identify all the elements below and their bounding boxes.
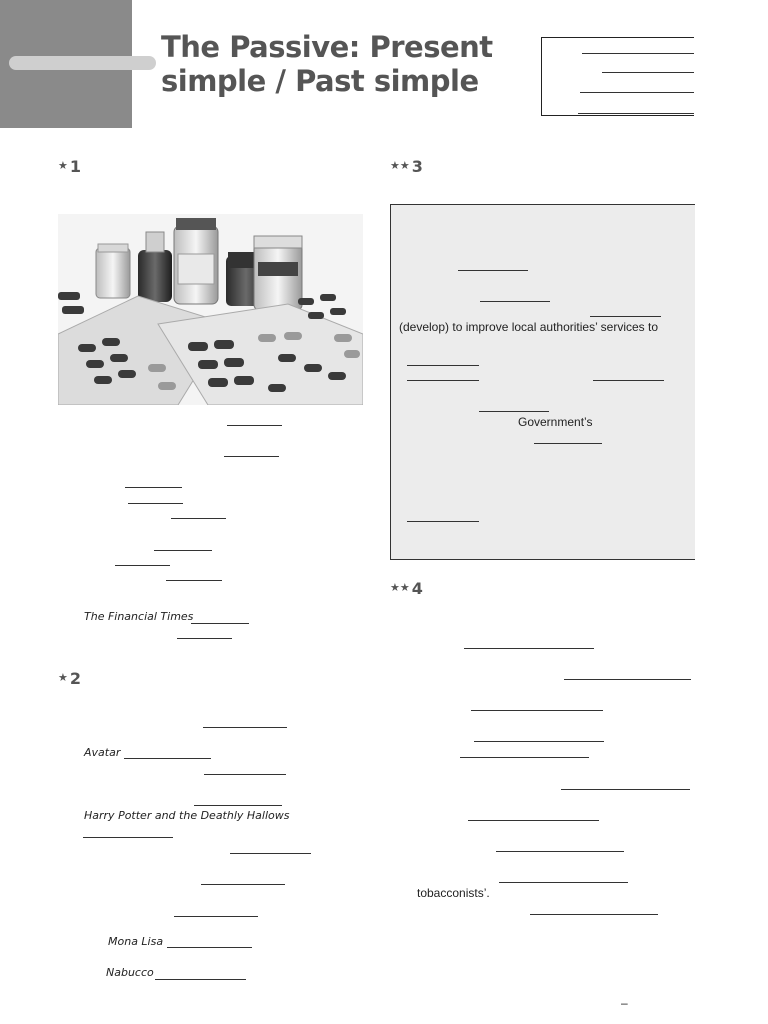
answer-blank[interactable] bbox=[230, 853, 311, 854]
text-nabucco: Nabucco bbox=[106, 966, 154, 979]
footer-mark: – bbox=[621, 996, 628, 1010]
exercise-number: 4 bbox=[411, 579, 423, 598]
exercise-number: 2 bbox=[69, 669, 82, 688]
difficulty-stars: ★★ bbox=[390, 159, 410, 172]
answer-blank[interactable] bbox=[203, 727, 287, 728]
exercise-2-number bbox=[58, 669, 81, 688]
answer-blank[interactable] bbox=[177, 638, 232, 639]
answer-blank[interactable] bbox=[204, 774, 286, 775]
text-financial-times: The Financial Times bbox=[84, 610, 194, 623]
answer-blank[interactable] bbox=[464, 648, 594, 649]
page-title bbox=[161, 30, 493, 98]
difficulty-stars: ★★ bbox=[390, 581, 410, 594]
header-tab-bar bbox=[9, 56, 156, 70]
answer-blank[interactable] bbox=[590, 316, 661, 317]
answer-blank[interactable] bbox=[227, 425, 282, 426]
difficulty-stars: ★ bbox=[58, 671, 68, 684]
answer-blank[interactable] bbox=[194, 805, 282, 806]
answer-blank[interactable] bbox=[174, 916, 258, 917]
answer-blank[interactable] bbox=[154, 550, 212, 551]
answer-blank[interactable] bbox=[224, 456, 279, 457]
answer-blank[interactable] bbox=[593, 380, 664, 381]
answer-blank[interactable] bbox=[83, 837, 173, 838]
exercise-3-text-box bbox=[390, 204, 695, 560]
text-tobacconists: tobacconists’. bbox=[417, 886, 490, 900]
answer-blank[interactable] bbox=[407, 380, 479, 381]
exercise-number: 1 bbox=[69, 157, 82, 176]
name-box-line bbox=[602, 72, 694, 73]
answer-blank[interactable] bbox=[479, 411, 549, 412]
name-box-line bbox=[580, 92, 694, 93]
exercise-4-number bbox=[390, 579, 423, 598]
exercise-1-number bbox=[58, 157, 81, 176]
answer-blank[interactable] bbox=[458, 270, 528, 271]
answer-blank[interactable] bbox=[496, 851, 624, 852]
answer-blank[interactable] bbox=[201, 884, 285, 885]
name-date-box bbox=[541, 37, 694, 116]
answer-blank[interactable] bbox=[534, 443, 602, 444]
answer-blank[interactable] bbox=[561, 789, 690, 790]
exercise-3-number bbox=[390, 157, 423, 176]
answer-blank[interactable] bbox=[167, 947, 252, 948]
answer-blank[interactable] bbox=[155, 979, 246, 980]
answer-blank[interactable] bbox=[468, 820, 599, 821]
answer-blank[interactable] bbox=[471, 710, 603, 711]
difficulty-stars: ★ bbox=[58, 159, 68, 172]
text-mona-lisa: Mona Lisa bbox=[108, 935, 164, 948]
answer-blank[interactable] bbox=[115, 565, 170, 566]
exercise-number: 3 bbox=[411, 157, 423, 176]
answer-blank[interactable] bbox=[530, 914, 658, 915]
answer-blank[interactable] bbox=[171, 518, 226, 519]
text-harry-potter: Harry Potter and the Deathly Hallows bbox=[84, 809, 290, 822]
text-avatar: Avatar bbox=[84, 746, 121, 759]
page-title-line-1: The Passive: Present bbox=[161, 30, 493, 64]
text-develop: (develop) to improve local authorities’ services to bbox=[399, 320, 659, 334]
name-box-line bbox=[578, 113, 694, 114]
page-title-line-2: simple / Past simple bbox=[161, 64, 479, 98]
answer-blank[interactable] bbox=[407, 521, 479, 522]
answer-blank[interactable] bbox=[128, 503, 183, 504]
answer-blank[interactable] bbox=[166, 580, 222, 581]
answer-blank[interactable] bbox=[460, 757, 589, 758]
answer-blank[interactable] bbox=[474, 741, 604, 742]
answer-blank[interactable] bbox=[480, 301, 550, 302]
medicine-photo bbox=[58, 214, 363, 405]
answer-blank[interactable] bbox=[191, 623, 249, 624]
answer-blank[interactable] bbox=[125, 487, 182, 488]
answer-blank[interactable] bbox=[124, 758, 211, 759]
medicine-photo-graphic bbox=[58, 214, 363, 405]
text-government: Government’s bbox=[518, 415, 593, 429]
name-box-line bbox=[582, 53, 694, 54]
answer-blank[interactable] bbox=[564, 679, 691, 680]
answer-blank[interactable] bbox=[499, 882, 628, 883]
answer-blank[interactable] bbox=[407, 365, 479, 366]
